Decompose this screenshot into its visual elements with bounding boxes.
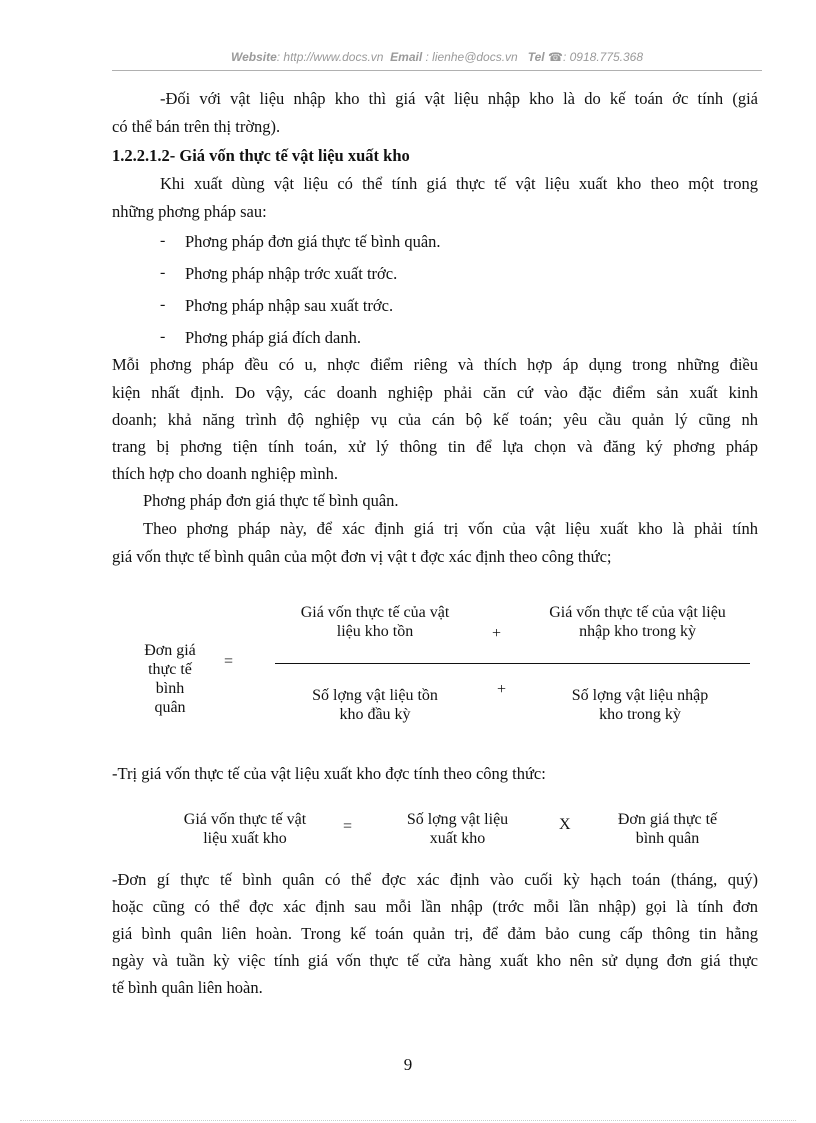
paragraph-line: Phơng pháp đơn giá thực tế bình quân.	[143, 491, 399, 510]
paragraph-line: -Đối với vật liệu nhập kho thì giá vật liệu nhập kho là do kế toán ớc tính (giá	[160, 89, 758, 108]
bullet-marker: -	[160, 232, 166, 249]
footer-divider	[20, 1120, 796, 1121]
paragraph-line: ngày và tuần kỳ việc tính giá vốn thực tế cửa hàng xuất kho nên sử dụng đơn giá thực	[112, 951, 758, 970]
bullet-item: Phơng pháp giá đích danh.	[185, 328, 361, 347]
paragraph-line: doanh; khả năng trình độ nghiệp vụ của cán bộ kế toán; yêu cầu quản lý cũng nh	[112, 410, 758, 429]
paragraph-line: thích hợp cho doanh nghiệp mình.	[112, 464, 338, 483]
page-header	[112, 50, 762, 64]
header-divider	[112, 70, 762, 71]
denominator-opening-qty: Số lợng vật liệu tồn kho đầu kỳ	[312, 687, 438, 723]
email-label: Email	[390, 50, 423, 64]
equals-sign: =	[224, 653, 234, 670]
numerator-received-cost: Giá vốn thực tế của vật liệu nhập kho trong kỳ	[549, 604, 726, 640]
formula2-quantity: Số lợng vật liệu xuất kho	[406, 811, 509, 847]
formula-lhs: Đơn giá thực tế bình quân	[144, 642, 196, 716]
email-value: : lienhe@docs.vn	[425, 50, 518, 64]
plus-sign: +	[492, 625, 502, 642]
paragraph-line: Khi xuất dùng vật liệu có thể tính giá thực tế vật liệu xuất kho theo một trong	[160, 174, 758, 193]
numerator-opening-cost: Giá vốn thực tế của vật liệu kho tồn	[300, 604, 450, 640]
section-heading: 1.2.2.1.2- Giá vốn thực tế vật liệu xuất kho	[112, 146, 410, 165]
formula2-lhs: Giá vốn thực tế vật liệu xuất kho	[183, 811, 307, 847]
website-value: : http://www.docs.vn	[276, 50, 384, 64]
paragraph-line: hoặc cũng có thể đợc xác định sau mỗi lần nhập (trớc mỗi lần nhập) gọi là tính đơn	[112, 897, 758, 916]
fraction-bar	[275, 663, 750, 664]
phone-icon: ☎	[548, 50, 563, 64]
paragraph-line: Theo phơng pháp này, để xác định giá trị vốn của vật liệu xuất kho là phải tính	[143, 519, 758, 538]
plus-sign: +	[497, 681, 507, 698]
paragraph-line: giá vốn thực tế bình quân của một đơn vị vật t đợc xác định theo công thức;	[112, 547, 612, 566]
times-sign: X	[559, 816, 571, 833]
paragraph-line: có thể bán trên thị trờng).	[112, 117, 281, 136]
bullet-marker: -	[160, 328, 166, 345]
bullet-marker: -	[160, 296, 166, 313]
bullet-item: Phơng pháp nhập trớc xuất trớc.	[185, 264, 398, 283]
bullet-item: Phơng pháp đơn giá thực tế bình quân.	[185, 232, 441, 251]
paragraph-line: Mỗi phơng pháp đều có u, nhợc điểm riêng và thích hợp áp dụng trong những điều	[112, 355, 758, 374]
tel-value: : 0918.775.368	[562, 50, 644, 64]
paragraph-line: -Trị giá vốn thực tế của vật liệu xuất kho đợc tính theo công thức:	[112, 764, 546, 783]
denominator-received-qty: Số lợng vật liệu nhập kho trong kỳ	[571, 687, 709, 723]
equals-sign: =	[343, 818, 353, 835]
formula2-unit-cost: Đơn giá thực tế bình quân	[617, 811, 718, 847]
paragraph-line: kiện nhất định. Do vậy, các doanh nghiệp phải căn cứ vào đặc điểm sản xuất kinh	[112, 383, 758, 402]
bullet-item: Phơng pháp nhập sau xuất trớc.	[185, 296, 394, 315]
bullet-marker: -	[160, 264, 166, 281]
paragraph-line: giá bình quân liên hoàn. Trong kế toán quản trị, để đảm bảo cung cấp thông tin hằng	[112, 924, 758, 943]
website-label: Website	[230, 50, 277, 64]
paragraph-line: -Đơn gí thực tế bình quân có thể đợc xác định vào cuối kỳ hạch toán (tháng, quý)	[112, 870, 758, 889]
paragraph-line: tế bình quân liên hoàn.	[112, 978, 263, 997]
paragraph-line: những phơng pháp sau:	[112, 202, 267, 221]
tel-label: Tel	[527, 50, 545, 64]
paragraph-line: trang bị phơng tiện tính toán, xử lý thông tin để lựa chọn và đăng ký phơng pháp	[112, 437, 758, 456]
page-number: 9	[403, 1055, 413, 1074]
